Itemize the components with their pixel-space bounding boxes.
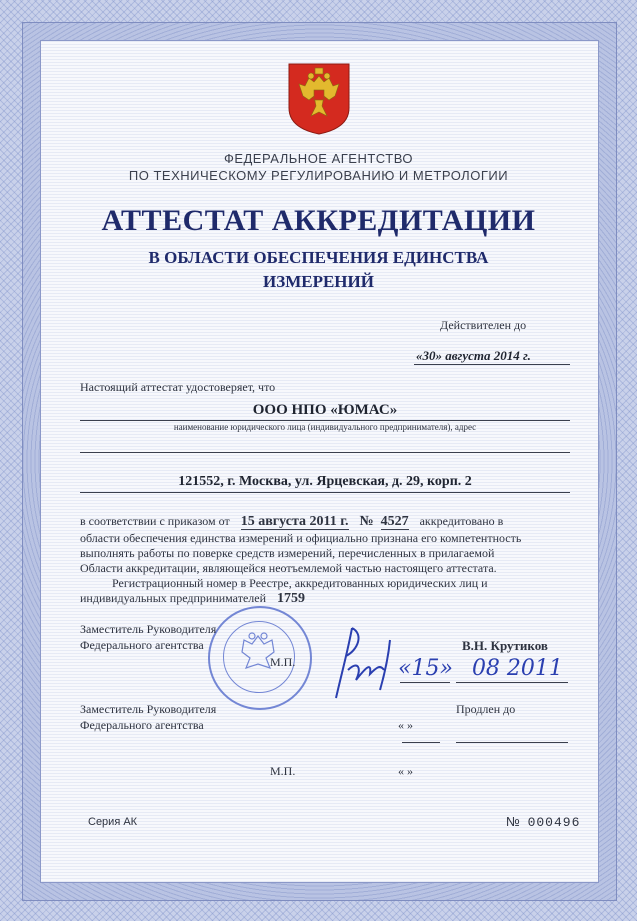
signatory1-role-line-1: Заместитель Руководителя	[80, 622, 217, 636]
day-underline	[400, 682, 450, 683]
validity-date: «30» августа 2014 г.	[416, 348, 531, 363]
signatory1-role-line-2: Федерального агентства	[80, 638, 204, 652]
extension-date-underline	[456, 742, 568, 743]
registry-line-2	[80, 591, 305, 606]
month-year-underline	[456, 682, 568, 683]
signatory2-role-line-2: Федерального агентства	[80, 718, 204, 732]
handwritten-month-year: 08 2011	[471, 656, 563, 681]
extension-day-underline	[402, 742, 440, 743]
agency-name	[60, 150, 577, 184]
agency-line-1: ФЕДЕРАЛЬНОЕ АГЕНТСТВО	[223, 151, 414, 166]
official-seal-icon	[208, 606, 312, 710]
validity-underline	[414, 364, 570, 365]
organization-address: 121552, г. Москва, ул. Ярцевская, д. 29, корп. 2	[178, 474, 472, 489]
date-open-quote: «	[398, 656, 412, 681]
certificate-subtitle	[60, 246, 577, 294]
order-number: 4527	[380, 514, 409, 529]
signatory1-name: В.Н. Крутиков	[462, 638, 548, 653]
date-close-quote: »	[439, 656, 453, 681]
extension-day-quotes: « »	[398, 718, 413, 732]
paragraph-line-4: Области аккредитации, являющейся неотъемлемой частью настоящего аттестата.	[80, 561, 497, 575]
extended-until-label: Продлен до	[456, 702, 516, 716]
blank-line	[80, 452, 570, 453]
subtitle-line-1: В ОБЛАСТИ ОБЕСПЕЧЕНИЯ ЕДИНСТВА	[148, 248, 489, 267]
org-underline	[80, 420, 570, 421]
paragraph-line-3: выполнять работы по поверке средств измерений, перечисленных в прилагаемой	[80, 546, 495, 560]
order-line	[80, 514, 570, 529]
order-suffix: аккредитовано в	[419, 514, 504, 528]
coat-of-arms-icon	[287, 62, 351, 136]
signatory1-mp: М.П.	[270, 655, 296, 669]
signatory2-mp: М.П.	[270, 764, 296, 778]
signatory2-role-line-1: Заместитель Руководителя	[80, 702, 217, 716]
organization-name: ООО НПО «ЮМАС»	[252, 402, 398, 418]
validity-label: Действителен до	[440, 318, 527, 332]
order-prefix: в соответствии с приказом от	[80, 514, 230, 528]
subtitle-line-2: ИЗМЕРЕНИЙ	[263, 272, 374, 291]
registry-label: индивидуальных предпринимателей	[80, 591, 266, 605]
address-underline	[80, 492, 570, 493]
second-day-quotes: « »	[398, 764, 413, 778]
registry-line-1: Регистрационный номер в Реестре, аккредитованных юридических лиц и	[112, 576, 488, 590]
paragraph-line-2: области обеспечения единства измерений и официально признана его компетентность	[80, 531, 522, 545]
handwritten-day: 15	[411, 656, 440, 681]
handwritten-date	[398, 656, 563, 681]
order-number-label: №	[359, 514, 374, 529]
certificate-title: АТТЕСТАТ АККРЕДИТАЦИИ	[101, 204, 536, 237]
serial-number-label: №	[506, 814, 520, 829]
org-caption: наименование юридического лица (индивидуального предпринимателя), адрес	[173, 422, 477, 432]
serial-number-value: 000496	[527, 815, 581, 830]
agency-line-2: ПО ТЕХНИЧЕСКОМУ РЕГУЛИРОВАНИЮ И МЕТРОЛОГИИ	[128, 168, 509, 183]
serial-number	[506, 814, 580, 830]
series-label: Серия АК	[88, 816, 138, 828]
registry-number: 1759	[277, 591, 305, 606]
order-date: 15 августа 2011 г.	[240, 514, 349, 529]
intro-text: Настоящий аттестат удостоверяет, что	[80, 380, 276, 394]
